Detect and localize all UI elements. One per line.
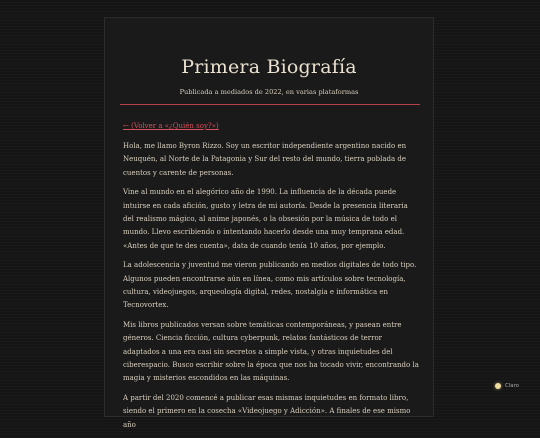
page-subtitle: Publicada a mediados de 2022, en varias plataformas	[179, 88, 359, 96]
paragraph: A partir del 2020 comencé a publicar esas mismas inquietudes en formato libro, siendo el primero en la cosecha «Videojuego y Adicción». A finales de ese mismo año	[123, 394, 411, 429]
page-title: Primera Biografía	[181, 56, 357, 78]
theme-toggle-label: Claro	[505, 383, 519, 389]
theme-toggle-button[interactable]	[495, 381, 519, 391]
sun-icon	[495, 383, 501, 389]
paragraph: La adolescencia y juventud me vieron publicando en medios digitales de todo tipo. Algunos pueden encontrarse aún en línea, como mis artículos sobre tecnología, cultura, videojuegos, arqueología digital, redes, nostalgia e informática en Tecnovortex.	[123, 261, 417, 310]
paragraph: Mis libros publicados versan sobre temáticas contemporáneas, y pasean entre géneros. Ciencia ficción, cultura cyberpunk, relatos fantásticos de terror adaptados a una era casi sin secretos a simple vista, y otras inquietudes del ciberespacio. Busco escribir sobre la época que nos ha tocado vivir, encontrando la magia y misterios escondidos en las máquinas.	[123, 321, 419, 383]
back-link[interactable]: ← (Volver a «¿Quién soy?»)	[123, 122, 219, 130]
paragraph: Vine al mundo en el alegórico año de 1990. La influencia de la década puede intuirse en cada afición, gusto y letra de mi autoría. Desde la presencia literaria del realismo mágico, al anime japonés, o la obsesión por la música de todo el mundo. Llevo escribiendo o intentando hacerlo desde una muy temprana edad. «Antes de que te des cuenta», data de cuando tenía 10 años, por ejemplo.	[123, 188, 408, 250]
paragraph: Hola, me llamo Byron Rizzo. Soy un escritor independiente argentino nacido en Neuquén, al Norte de la Patagonia y Sur del resto del mundo, tierra poblada de cuentos y carente de personas.	[123, 142, 407, 177]
article-card	[104, 17, 434, 429]
title-divider	[120, 104, 420, 105]
article-body	[123, 140, 419, 438]
